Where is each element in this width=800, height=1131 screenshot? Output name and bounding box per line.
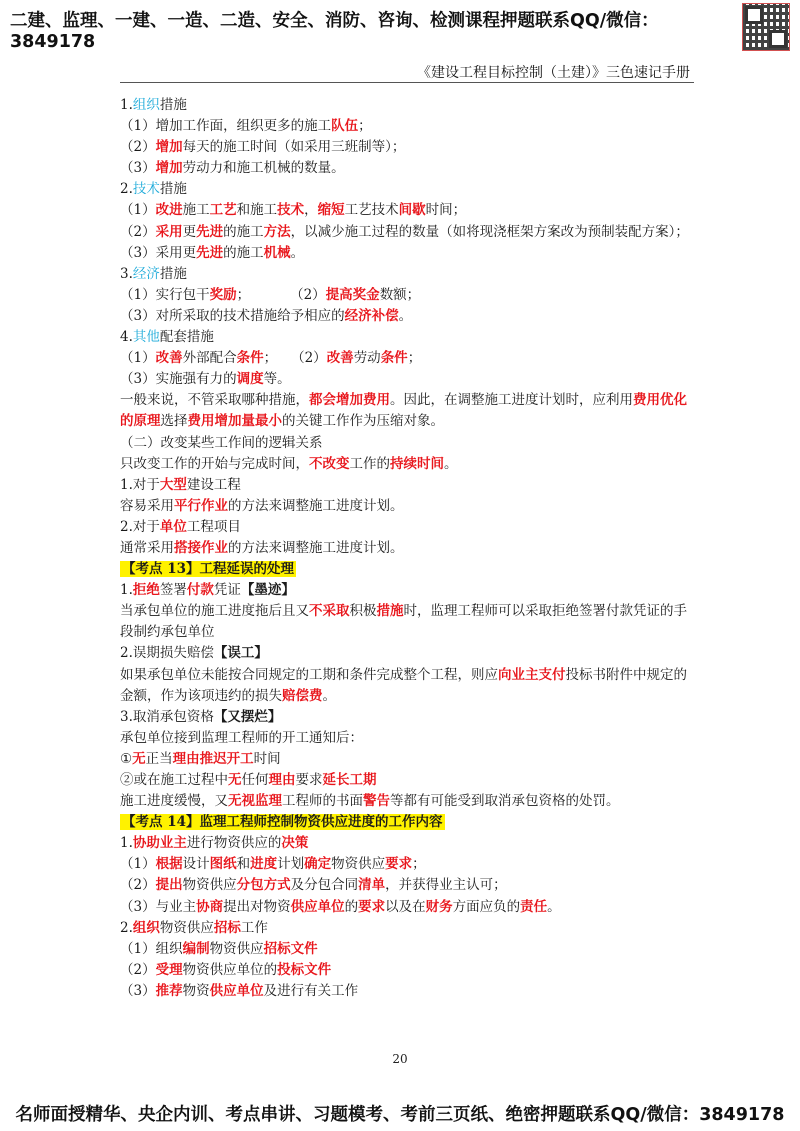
header-rule [120,82,694,83]
bottom-banner: 名师面授精华、央企内训、考点串讲、习题模考、考前三页纸、绝密押题联系QQ/微信：3849178 [15,1105,785,1125]
list-item: （3）增加劳动力和施工机械的数量。 [120,160,345,177]
list-item: 1.协助业主进行物资供应的决策 [120,835,309,852]
list-item: 3.取消承包资格【又摆烂】 [120,708,282,725]
page-body [120,95,692,1002]
subheading: （二）改变某些工作间的逻辑关系 [120,434,323,451]
list-item: （1）改善外部配合条件； （2）改善劳动条件； [120,350,422,367]
list-item: （1）根据设计图纸和进度计划确定物资供应要求； [120,856,426,873]
list-item: （1）增加工作面，组织更多的施工队伍； [120,118,372,135]
list-item: ①无正当理由推迟开工时间 [120,750,281,767]
section-heading-13: 【考点 13】工程延误的处理 [122,561,294,578]
qr-code-icon [742,3,790,51]
list-item: （3）与业主协商提出对物资供应单位的要求以及在财务方面应负的责任。 [120,898,561,915]
top-banner: 二建、监理、一建、一造、二造、安全、消防、咨询、检测课程押题联系QQ/微信：3849178 [10,11,659,52]
list-item: ②或在施工过程中无任何理由要求延长工期 [120,772,377,788]
page-number: 20 [392,1052,408,1066]
list-item: （3）实施强有力的调度等。 [120,371,291,388]
section-heading-14: 【考点 14】监理工程师控制物资供应进度的工作内容 [122,814,443,831]
list-item: （2）增加每天的施工时间（如采用三班制等）； [120,139,406,156]
list-item: （2）采用更先进的施工方法，以减少施工过程的数量（如将现浇框架方案改为预制装配方案）； [120,223,689,240]
paragraph: 通常采用搭接作业的方法来调整施工进度计划。 [120,539,404,556]
list-item: （3）采用更先进的施工机械。 [120,244,305,261]
list-item: （2）受理物资供应单位的投标文件 [120,961,332,978]
list-item: 1.拒绝签署付款凭证【墨迹】 [120,582,295,599]
heading-technical-measures: 2.技术措施 [120,181,187,198]
list-item: 2.组织物资供应招标工作 [120,919,268,936]
list-item: 2.误期损失赔偿【误工】 [120,645,268,662]
list-item: 1.对于大型建设工程 [120,476,241,493]
paragraph: 一般来说，不管采取哪种措施，都会增加费用。因此，在调整施工进度计划时，应利用费用优化的原理选择费用增加量最小的关键工作作为压缩对象。 [120,392,687,430]
paragraph: 施工进度缓慢，又无视监理工程师的书面警告等都有可能受到取消承包资格的处罚。 [120,793,620,810]
list-item: 2.对于单位工程项目 [120,518,241,535]
paragraph: 如果承包单位未能按合同规定的工期和条件完成整个工程，则应向业主支付投标书附件中规定的金额，作为该项违约的损失赔偿费。 [120,666,687,704]
paragraph: 当承包单位的施工进度拖后且又不采取积极措施时，监理工程师可以采取拒绝签署付款凭证的手段制约承包单位 [120,603,687,641]
paragraph: 容易采用平行作业的方法来调整施工进度计划。 [120,497,404,514]
heading-economic-measures: 3.经济措施 [120,265,187,282]
paragraph: 承包单位接到监理工程师的开工通知后： [120,729,363,746]
list-item: （1）改进施工工艺和施工技术，缩短工艺技术间歇时间； [120,202,467,219]
paragraph: 只改变工作的开始与完成时间，不改变工作的持续时间。 [120,455,458,472]
list-item: （1）实行包干奖励； （2）提高奖金数额； [120,286,421,303]
list-item: （2）提出物资供应分包方式及分包合同清单，并获得业主认可； [120,877,507,894]
heading-organization-measures: 1.组织措施 [120,97,187,113]
list-item: （3）对所采取的技术措施给予相应的经济补偿。 [120,307,413,324]
list-item: （3）推荐物资供应单位及进行有关工作 [120,982,359,999]
heading-other-measures: 4.其他配套措施 [120,329,214,346]
list-item: （1）组织编制物资供应招标文件 [120,940,318,957]
running-head: 《建设工程目标控制（土建）》三色速记手册 [417,65,690,81]
